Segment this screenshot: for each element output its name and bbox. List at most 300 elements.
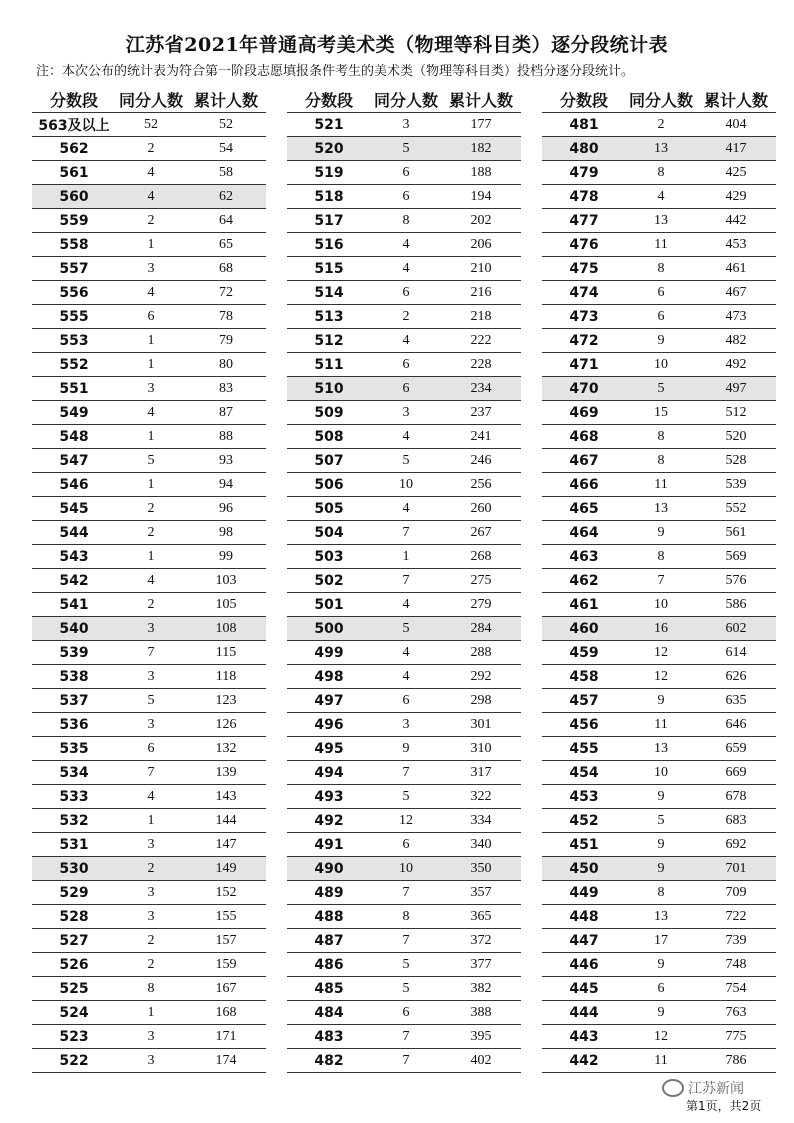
same-score-count-cell: 7 [657,572,665,588]
cumulative-count-cell: 83 [219,380,233,396]
cumulative-count-cell: 147 [215,836,237,852]
score-cell: 496 [314,716,344,733]
cumulative-count-cell: 561 [725,524,747,540]
cumulative-count-cell: 78 [219,308,233,324]
same-score-count-cell: 7 [402,764,410,780]
score-cell: 555 [59,308,89,325]
score-cell: 453 [569,788,599,805]
page-title: 江苏省2021年普通高考美术类（物理等科目类）逐分段统计表 [125,34,669,56]
same-score-count-cell: 5 [402,956,410,972]
score-cell: 477 [569,212,599,229]
score-cell: 488 [314,908,344,925]
table-column-3 [542,86,776,1073]
cumulative-count-cell: 701 [725,860,747,876]
table-row [287,304,521,328]
score-cell: 444 [569,1004,599,1021]
same-score-count-cell: 8 [402,212,410,228]
cumulative-count-cell: 234 [470,380,492,396]
table-row [287,424,521,448]
score-cell: 484 [314,1004,344,1021]
score-cell: 523 [59,1028,89,1045]
score-cell: 451 [569,836,599,853]
same-score-count-cell: 5 [402,788,410,804]
cumulative-count-cell: 62 [219,188,233,204]
score-cell: 470 [569,380,599,397]
score-cell: 493 [314,788,344,805]
score-cell: 455 [569,740,599,757]
same-score-count-cell: 52 [144,116,158,132]
same-score-count-cell: 4 [147,284,155,300]
watermark [662,1078,744,1098]
table-row [287,784,521,808]
table-row [32,1000,266,1024]
table-row [542,448,776,472]
score-cell: 461 [569,596,599,613]
same-score-count-cell: 13 [654,140,668,156]
table-row [287,232,521,256]
table-row [32,784,266,808]
table-row [287,808,521,832]
same-score-count-cell: 3 [147,1052,155,1068]
cumulative-count-cell: 126 [215,716,237,732]
cumulative-count-cell: 775 [725,1028,747,1044]
table-header [32,86,266,112]
score-cell: 545 [59,500,89,517]
header-cell: 同分人数 [118,90,183,110]
same-score-count-cell: 1 [147,548,155,564]
cumulative-count-cell: 512 [725,404,747,420]
table-row [32,520,266,544]
same-score-count-cell: 1 [402,548,410,564]
table-row [32,136,266,160]
same-score-count-cell: 4 [402,500,410,516]
same-score-count-cell: 3 [402,716,410,732]
score-cell: 457 [569,692,599,709]
same-score-count-cell: 1 [147,1004,155,1020]
cumulative-count-cell: 52 [219,116,233,132]
table-row [287,544,521,568]
wechat-icon [662,1079,684,1097]
score-cell: 512 [314,332,344,349]
cumulative-count-cell: 709 [725,884,747,900]
table-row [542,400,776,424]
same-score-count-cell: 3 [147,836,155,852]
score-cell: 519 [314,164,344,181]
score-cell: 456 [569,716,599,733]
table-row [542,784,776,808]
score-cell: 454 [569,764,599,781]
score-cell: 539 [59,644,89,661]
cumulative-count-cell: 552 [725,500,747,516]
same-score-count-cell: 9 [657,836,665,852]
table-row [287,760,521,784]
score-cell: 450 [569,860,599,877]
table-row [542,640,776,664]
table-header [287,86,521,112]
table-row [542,1024,776,1048]
cumulative-count-cell: 350 [470,860,492,876]
cumulative-count-cell: 275 [470,572,492,588]
same-score-count-cell: 4 [657,188,665,204]
table-row [32,352,266,376]
cumulative-count-cell: 260 [470,500,492,516]
table-row [287,640,521,664]
same-score-count-cell: 7 [402,932,410,948]
table-row [32,640,266,664]
same-score-count-cell: 1 [147,356,155,372]
table-row [32,832,266,856]
cumulative-count-cell: 754 [725,980,747,996]
same-score-count-cell: 9 [657,956,665,972]
score-cell: 508 [314,428,344,445]
header-cell: 分数段 [304,90,353,110]
same-score-count-cell: 1 [147,332,155,348]
cumulative-count-cell: 94 [219,476,233,492]
cumulative-count-cell: 194 [470,188,492,204]
score-cell: 499 [314,644,344,661]
cumulative-count-cell: 237 [470,404,492,420]
cumulative-count-cell: 144 [215,812,237,828]
score-cell: 525 [59,980,89,997]
table-row [32,280,266,304]
cumulative-count-cell: 586 [725,596,747,612]
table-row [542,472,776,496]
table-row [287,688,521,712]
score-cell: 487 [314,932,344,949]
same-score-count-cell: 9 [657,860,665,876]
cumulative-count-cell: 174 [215,1052,237,1068]
score-cell: 524 [59,1004,89,1021]
header-cell: 同分人数 [373,90,438,110]
table-row [542,184,776,208]
score-cell: 497 [314,692,344,709]
cumulative-count-cell: 482 [725,332,747,348]
score-cell: 503 [314,548,344,565]
table-row [287,1024,521,1048]
same-score-count-cell: 11 [654,476,668,492]
cumulative-count-cell: 372 [470,932,492,948]
score-cell: 529 [59,884,89,901]
table-row [542,136,776,160]
cumulative-count-cell: 402 [470,1052,492,1068]
score-cell: 467 [569,452,599,469]
cumulative-count-cell: 492 [725,356,747,372]
same-score-count-cell: 6 [402,356,410,372]
same-score-count-cell: 2 [147,596,155,612]
score-cell: 522 [59,1052,89,1069]
table-row [32,472,266,496]
cumulative-count-cell: 228 [470,356,492,372]
cumulative-count-cell: 99 [219,548,233,564]
table-row [542,1048,776,1072]
score-cell: 474 [569,284,599,301]
cumulative-count-cell: 72 [219,284,233,300]
table-row [542,232,776,256]
cumulative-count-cell: 317 [470,764,492,780]
same-score-count-cell: 11 [654,716,668,732]
cumulative-count-cell: 602 [725,620,747,636]
table-row [542,328,776,352]
score-cell: 447 [569,932,599,949]
table-row [287,952,521,976]
score-cell: 478 [569,188,599,205]
page-number: 第1页，共2页 [686,1099,762,1113]
score-cell: 530 [59,860,89,877]
same-score-count-cell: 8 [657,884,665,900]
same-score-count-cell: 6 [402,836,410,852]
cumulative-count-cell: 310 [470,740,492,756]
score-cell: 479 [569,164,599,181]
same-score-count-cell: 12 [399,812,413,828]
score-cell: 516 [314,236,344,253]
table-row [542,856,776,880]
cumulative-count-cell: 188 [470,164,492,180]
score-cell: 559 [59,212,89,229]
same-score-count-cell: 13 [654,740,668,756]
table-row [287,832,521,856]
cumulative-count-cell: 539 [725,476,747,492]
score-cell: 448 [569,908,599,925]
score-cell: 449 [569,884,599,901]
cumulative-count-cell: 139 [215,764,237,780]
cumulative-count-cell: 453 [725,236,747,252]
table-row [32,760,266,784]
table-header [542,86,776,112]
score-cell: 526 [59,956,89,973]
header-cell: 累计人数 [448,90,513,110]
same-score-count-cell: 2 [147,860,155,876]
same-score-count-cell: 4 [402,332,410,348]
table-note: 注：本次公布的统计表为符合第一阶段志愿填报条件考生的美术类（物理等科目类）投档分逐分段统计。 [36,64,635,79]
score-cell: 464 [569,524,599,541]
score-cell: 562 [59,140,89,157]
same-score-count-cell: 6 [657,284,665,300]
score-cell: 553 [59,332,89,349]
same-score-count-cell: 3 [147,668,155,684]
header-cell: 分数段 [49,90,98,110]
cumulative-count-cell: 614 [725,644,747,660]
cumulative-count-cell: 177 [470,116,492,132]
table-bottom-rule [542,1072,776,1073]
table-row [32,1048,266,1072]
score-cell: 463 [569,548,599,565]
same-score-count-cell: 10 [399,476,413,492]
cumulative-count-cell: 79 [219,332,233,348]
cumulative-count-cell: 256 [470,476,492,492]
same-score-count-cell: 4 [402,236,410,252]
same-score-count-cell: 13 [654,212,668,228]
table-bottom-rule [32,1072,266,1073]
cumulative-count-cell: 429 [725,188,747,204]
score-cell: 460 [569,620,599,637]
score-cell: 536 [59,716,89,733]
table-row [287,712,521,736]
table-row [542,424,776,448]
score-cell: 442 [569,1052,599,1069]
same-score-count-cell: 4 [402,644,410,660]
same-score-count-cell: 2 [402,308,410,324]
same-score-count-cell: 9 [402,740,410,756]
cumulative-count-cell: 442 [725,212,747,228]
table-row [542,760,776,784]
cumulative-count-cell: 425 [725,164,747,180]
table-row [32,808,266,832]
table-row [32,232,266,256]
same-score-count-cell: 7 [402,524,410,540]
cumulative-count-cell: 365 [470,908,492,924]
cumulative-count-cell: 98 [219,524,233,540]
table-row [32,496,266,520]
score-cell: 506 [314,476,344,493]
same-score-count-cell: 8 [657,428,665,444]
table-row [32,184,266,208]
score-cell: 552 [59,356,89,373]
score-cell: 482 [314,1052,344,1069]
table-row [32,304,266,328]
cumulative-count-cell: 497 [725,380,747,396]
table-row [287,856,521,880]
cumulative-count-cell: 132 [215,740,237,756]
cumulative-count-cell: 692 [725,836,747,852]
same-score-count-cell: 2 [147,140,155,156]
same-score-count-cell: 3 [147,380,155,396]
score-cell: 551 [59,380,89,397]
score-cell: 492 [314,812,344,829]
header-cell: 同分人数 [628,90,693,110]
score-cell: 534 [59,764,89,781]
table-row [32,976,266,1000]
table-row [287,352,521,376]
header-cell: 累计人数 [703,90,768,110]
cumulative-count-cell: 143 [215,788,237,804]
cumulative-count-cell: 96 [219,500,233,516]
score-cell: 489 [314,884,344,901]
score-cell: 517 [314,212,344,229]
score-cell: 510 [314,380,344,397]
table-row [32,688,266,712]
same-score-count-cell: 15 [654,404,668,420]
watermark-text: 江苏新闻 [688,1081,744,1097]
same-score-count-cell: 5 [402,620,410,636]
table-row [287,1048,521,1072]
table-row [542,736,776,760]
same-score-count-cell: 2 [147,932,155,948]
same-score-count-cell: 9 [657,692,665,708]
table-row [542,592,776,616]
table-row [32,856,266,880]
same-score-count-cell: 6 [402,692,410,708]
score-cell: 473 [569,308,599,325]
cumulative-count-cell: 340 [470,836,492,852]
table-row [287,520,521,544]
same-score-count-cell: 9 [657,788,665,804]
cumulative-count-cell: 103 [215,572,237,588]
cumulative-count-cell: 167 [215,980,237,996]
cumulative-count-cell: 149 [215,860,237,876]
table-row [287,208,521,232]
score-cell: 495 [314,740,344,757]
score-cell: 558 [59,236,89,253]
score-cell: 528 [59,908,89,925]
same-score-count-cell: 3 [147,620,155,636]
score-cell: 535 [59,740,89,757]
table-row [542,1000,776,1024]
same-score-count-cell: 5 [402,452,410,468]
cumulative-count-cell: 268 [470,548,492,564]
score-cell: 494 [314,764,344,781]
same-score-count-cell: 3 [402,404,410,420]
same-score-count-cell: 8 [657,452,665,468]
table-row [542,208,776,232]
table-row [287,904,521,928]
table-row [287,568,521,592]
same-score-count-cell: 4 [147,404,155,420]
same-score-count-cell: 5 [402,140,410,156]
score-cell: 544 [59,524,89,541]
cumulative-count-cell: 105 [215,596,237,612]
same-score-count-cell: 1 [147,236,155,252]
table-row [32,376,266,400]
same-score-count-cell: 3 [402,116,410,132]
cumulative-count-cell: 171 [215,1028,237,1044]
cumulative-count-cell: 786 [725,1052,747,1068]
same-score-count-cell: 1 [147,476,155,492]
same-score-count-cell: 8 [657,260,665,276]
table-row [542,304,776,328]
score-cell: 520 [314,140,344,157]
table-row [287,976,521,1000]
table-row [542,880,776,904]
cumulative-count-cell: 520 [725,428,747,444]
cumulative-count-cell: 64 [219,212,233,228]
same-score-count-cell: 6 [147,308,155,324]
same-score-count-cell: 7 [147,644,155,660]
cumulative-count-cell: 395 [470,1028,492,1044]
table-row [542,616,776,640]
score-cell: 557 [59,260,89,277]
table-row [542,688,776,712]
same-score-count-cell: 4 [147,164,155,180]
table-row [542,808,776,832]
table-row [287,448,521,472]
score-cell: 465 [569,500,599,517]
same-score-count-cell: 6 [402,1004,410,1020]
table-row [32,880,266,904]
score-cell: 483 [314,1028,344,1045]
table-row [287,160,521,184]
score-cell: 502 [314,572,344,589]
same-score-count-cell: 2 [147,212,155,228]
table-row [287,616,521,640]
table-row [542,928,776,952]
cumulative-count-cell: 473 [725,308,747,324]
score-cell: 458 [569,668,599,685]
table-row [542,112,776,136]
score-cell: 468 [569,428,599,445]
table-row [32,544,266,568]
score-cell: 472 [569,332,599,349]
table-row [542,664,776,688]
score-cell: 509 [314,404,344,421]
same-score-count-cell: 7 [402,572,410,588]
same-score-count-cell: 4 [147,572,155,588]
same-score-count-cell: 4 [147,788,155,804]
cumulative-count-cell: 222 [470,332,492,348]
score-cell: 507 [314,452,344,469]
same-score-count-cell: 4 [402,260,410,276]
score-cell: 491 [314,836,344,853]
same-score-count-cell: 3 [147,716,155,732]
